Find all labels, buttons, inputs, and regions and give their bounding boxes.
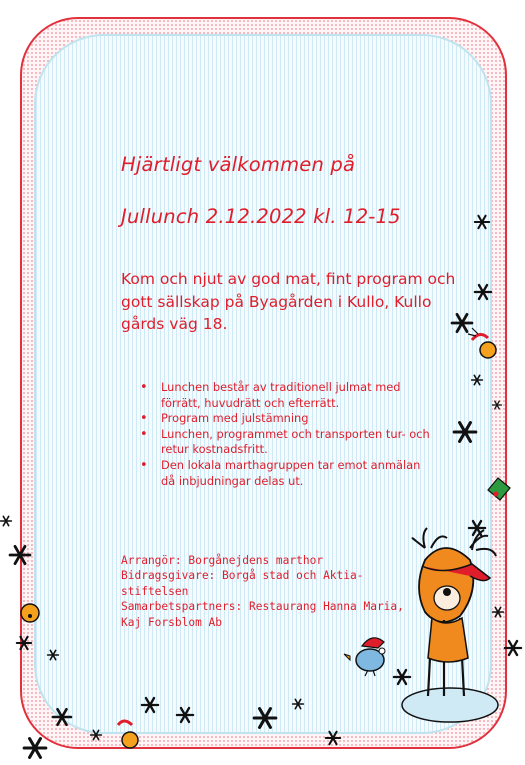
snowflake-icon: [48, 650, 59, 659]
holly-icon: [488, 478, 510, 500]
bird-illustration: [344, 638, 385, 676]
snowflake-icon: [493, 401, 502, 409]
snowflake-icon: [142, 698, 158, 712]
list-item: • Program med julstämning: [138, 411, 438, 427]
reindeer-illustration: [402, 528, 498, 722]
snowflake-icon: [493, 607, 504, 616]
snowflake-icon: [475, 285, 491, 299]
snowflake-icon: [394, 670, 410, 684]
snowflake-icon: [24, 739, 46, 758]
snowflake-icon: [326, 732, 340, 744]
snowflake-icon: [10, 546, 30, 563]
list-item: • Lunchen består av traditionell julmat med förrätt, huvudrätt och efterrätt.: [138, 380, 438, 411]
jingle-bell-icon: [118, 721, 138, 748]
snowflake-icon: [472, 375, 483, 384]
intro-paragraph: Kom och njut av god mat, fint program och gott sällskap på Byagården i Kullo, Kullo gårds väg 18.: [121, 270, 456, 333]
list-item: • Den lokala marthagruppen tar emot anmälan då inbjudningar delas ut.: [138, 458, 438, 489]
snowflake-icon: [452, 314, 472, 331]
snowflake-icon: [454, 423, 476, 442]
snowflake-icon: [53, 709, 71, 725]
partners-line: Samarbetspartners: Restaurang Hanna Maria, Kaj Forsblom Ab: [121, 600, 404, 629]
snowflake-icon: [293, 699, 304, 708]
snowflake-icon: [17, 637, 31, 649]
event-heading: Jullunch 2.12.2022 kl. 12-15: [121, 205, 401, 228]
snowflake-icon: [505, 641, 521, 655]
snowflake-icon: [177, 708, 193, 722]
snowflake-icon: [475, 216, 489, 228]
snowflake-icon: [1, 516, 12, 525]
list-item: • Lunchen, programmet och transporten tur- och retur kostnadsfritt.: [138, 427, 438, 458]
greeting-heading: Hjärtligt välkommen på: [121, 153, 356, 176]
snowflake-icon: [91, 730, 102, 739]
jingle-bell-icon: [468, 328, 496, 358]
snowflake-icon: [254, 709, 276, 728]
jingle-bell-icon: [21, 604, 39, 622]
sponsors-line: Bidragsgivare: Borgå stad och Aktia- stiftelsen: [121, 569, 364, 598]
snowflake-icon: [469, 521, 485, 535]
organizer-line: Arrangör: Borgånejdens marthor: [121, 554, 324, 567]
